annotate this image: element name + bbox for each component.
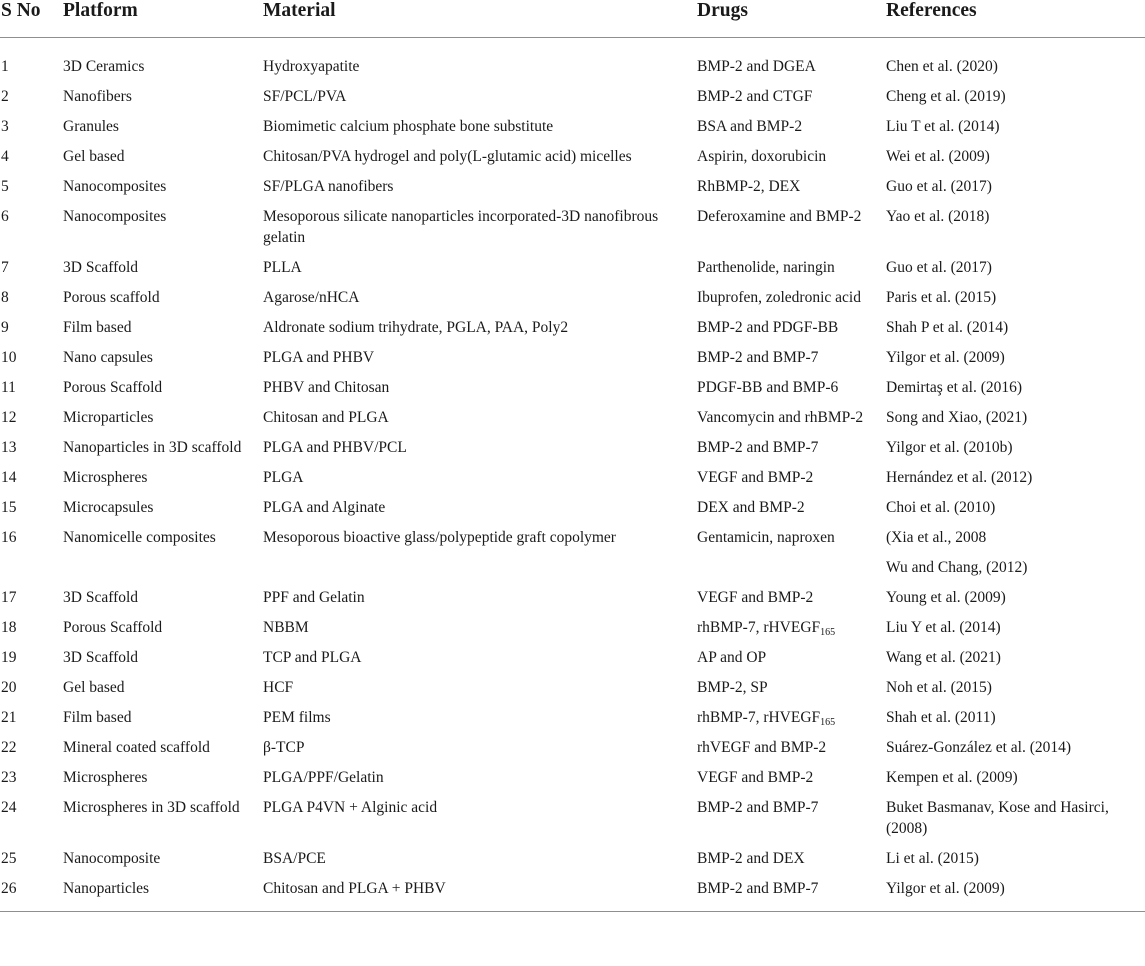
cell-platform: Nanoparticles in 3D scaffold — [63, 439, 242, 456]
cell-sno: 11 — [1, 379, 16, 396]
cell-material: Mesoporous silicate nanoparticles incorporated-3D nanofibrous gelatin — [263, 208, 659, 246]
cell-sno: 8 — [1, 289, 9, 306]
table-row — [0, 844, 1145, 874]
table-row — [0, 703, 1145, 733]
cell-material: PPF and Gelatin — [263, 589, 365, 606]
cell-platform: Microspheres in 3D scaffold — [63, 799, 240, 816]
table-row — [0, 172, 1145, 202]
table-row — [0, 253, 1145, 283]
cell-references: Cheng et al. (2019) — [886, 88, 1006, 105]
cell-references: Liu T et al. (2014) — [886, 118, 1000, 135]
table-row — [0, 643, 1145, 673]
cell-references: Shah et al. (2011) — [886, 709, 996, 726]
drug-name: rhBMP-7, rHVEGF — [697, 619, 821, 636]
header-material: Material — [263, 0, 336, 21]
table-row — [0, 433, 1145, 463]
cell-drugs: BMP-2 and BMP-7 — [697, 880, 819, 897]
cell-drugs: BMP-2 and BMP-7 — [697, 349, 819, 366]
table-row — [0, 202, 1145, 253]
table-bottom-rule — [0, 911, 1145, 912]
cell-sno: 6 — [1, 208, 9, 225]
cell-platform: Nanocomposites — [63, 178, 167, 195]
table-row — [0, 763, 1145, 793]
cell-material: Biomimetic calcium phosphate bone substitute — [263, 118, 554, 135]
cell-sno: 2 — [1, 88, 9, 105]
cell-platform: Porous Scaffold — [63, 619, 163, 636]
cell-sno: 25 — [1, 850, 17, 867]
cell-platform: Nanocomposites — [63, 208, 167, 225]
cell-drugs: VEGF and BMP-2 — [697, 589, 814, 606]
cell-sno: 15 — [1, 499, 17, 516]
cell-sno: 9 — [1, 319, 9, 336]
cell-platform: 3D Scaffold — [63, 589, 139, 606]
header-platform: Platform — [63, 0, 138, 21]
cell-drugs: AP and OP — [697, 649, 767, 666]
cell-drugs: VEGF and BMP-2 — [697, 769, 814, 786]
table-row — [0, 403, 1145, 433]
cell-sno: 16 — [1, 529, 17, 546]
cell-material: PLLA — [263, 259, 302, 276]
table-row — [0, 463, 1145, 493]
cell-references: Liu Y et al. (2014) — [886, 619, 1001, 636]
cell-references: Noh et al. (2015) — [886, 679, 992, 696]
cell-platform: Mineral coated scaffold — [63, 739, 210, 756]
cell-drugs: BMP-2 and PDGF-BB — [697, 319, 839, 336]
table-row — [0, 82, 1145, 112]
cell-drugs: BMP-2 and CTGF — [697, 88, 813, 105]
cell-platform: Microspheres — [63, 469, 148, 486]
table-row — [0, 613, 1145, 643]
cell-sno: 19 — [1, 649, 17, 666]
cell-platform: Microparticles — [63, 409, 154, 426]
cell-drugs: PDGF-BB and BMP-6 — [697, 379, 839, 396]
cell-material: SF/PCL/PVA — [263, 88, 347, 105]
cell-drugs: Deferoxamine and BMP-2 — [697, 208, 862, 225]
cell-sno: 7 — [1, 259, 9, 276]
cell-platform: 3D Scaffold — [63, 649, 139, 666]
cell-sno: 23 — [1, 769, 17, 786]
cell-material: NBBM — [263, 619, 309, 636]
cell-material: Chitosan/PVA hydrogel and poly(L-glutamic acid) micelles — [263, 148, 632, 165]
cell-platform: Nano capsules — [63, 349, 153, 366]
cell-sno: 26 — [1, 880, 17, 897]
cell-platform: Porous scaffold — [63, 289, 160, 306]
cell-references: Kempen et al. (2009) — [886, 769, 1018, 786]
cell-drugs: BMP-2 and DGEA — [697, 58, 816, 75]
cell-platform: Gel based — [63, 148, 125, 165]
table-row — [0, 52, 1145, 82]
cell-material: PLGA — [263, 469, 304, 486]
drug-subscript: 165 — [820, 717, 836, 728]
cell-sno: 17 — [1, 589, 17, 606]
cell-material: HCF — [263, 679, 294, 696]
cell-material: BSA/PCE — [263, 850, 326, 867]
cell-sno: 14 — [1, 469, 17, 486]
table-row — [0, 313, 1145, 343]
cell-drugs: BMP-2 and BMP-7 — [697, 799, 819, 816]
cell-references: Guo et al. (2017) — [886, 259, 992, 276]
cell-platform: 3D Ceramics — [63, 58, 145, 75]
table-row — [0, 673, 1145, 703]
cell-references: Guo et al. (2017) — [886, 178, 992, 195]
cell-platform: Film based — [63, 319, 132, 336]
table-row — [0, 733, 1145, 763]
table-row — [0, 793, 1145, 844]
cell-sno: 1 — [1, 58, 9, 75]
cell-references: Yao et al. (2018) — [886, 208, 990, 225]
cell-sno: 12 — [1, 409, 17, 426]
cell-sno: 10 — [1, 349, 17, 366]
cell-drugs: Aspirin, doxorubicin — [697, 148, 827, 165]
table-row — [0, 373, 1145, 403]
cell-platform: Microcapsules — [63, 499, 154, 516]
table-body — [0, 38, 1145, 904]
cell-material: PLGA and PHBV — [263, 349, 375, 366]
cell-references: Yilgor et al. (2010b) — [886, 439, 1013, 456]
cell-drugs: rhVEGF and BMP-2 — [697, 739, 827, 756]
table-row — [0, 874, 1145, 904]
reference-line: Wu and Chang, (2012) — [886, 559, 1028, 576]
header-drugs: Drugs — [697, 0, 748, 21]
cell-references: Buket Basmanav, Kose and Hasirci, (2008) — [886, 799, 1109, 837]
cell-platform: Nanomicelle composites — [63, 529, 216, 546]
cell-sno: 5 — [1, 178, 9, 195]
cell-drugs: BSA and BMP-2 — [697, 118, 803, 135]
cell-drugs: RhBMP-2, DEX — [697, 178, 801, 195]
cell-material: PLGA and PHBV/PCL — [263, 439, 407, 456]
cell-references: Chen et al. (2020) — [886, 58, 998, 75]
drug-name: rhBMP-7, rHVEGF — [697, 709, 821, 726]
cell-material: Mesoporous bioactive glass/polypeptide graft copolymer — [263, 529, 616, 546]
cell-references: Demirtaş et al. (2016) — [886, 379, 1023, 396]
cell-material: TCP and PLGA — [263, 649, 362, 666]
cell-material: PEM films — [263, 709, 331, 726]
cell-references: Song and Xiao, (2021) — [886, 409, 1028, 426]
cell-sno: 24 — [1, 799, 17, 816]
cell-drugs: BMP-2 and BMP-7 — [697, 439, 819, 456]
cell-references: Li et al. (2015) — [886, 850, 979, 867]
cell-platform: Gel based — [63, 679, 125, 696]
cell-sno: 22 — [1, 739, 17, 756]
cell-references: Hernández et al. (2012) — [886, 469, 1033, 486]
table-row — [0, 523, 1145, 583]
cell-sno: 21 — [1, 709, 17, 726]
cell-sno: 3 — [1, 118, 9, 135]
cell-material: PLGA/PPF/Gelatin — [263, 769, 384, 786]
cell-references: Yilgor et al. (2009) — [886, 349, 1005, 366]
cell-drugs: Ibuprofen, zoledronic acid — [697, 289, 861, 306]
cell-drugs: Vancomycin and rhBMP-2 — [697, 409, 864, 426]
cell-references: Wang et al. (2021) — [886, 649, 1001, 666]
cell-references: Suárez-González et al. (2014) — [886, 739, 1072, 756]
cell-sno: 18 — [1, 619, 17, 636]
cell-material: Chitosan and PLGA — [263, 409, 389, 426]
cell-references: Young et al. (2009) — [886, 589, 1006, 606]
cell-platform: Porous Scaffold — [63, 379, 163, 396]
cell-drugs — [697, 707, 886, 728]
header-sno: S No — [1, 0, 41, 21]
cell-drugs: BMP-2 and DEX — [697, 850, 805, 867]
cell-references: Choi et al. (2010) — [886, 499, 996, 516]
cell-material: Agarose/nHCA — [263, 289, 360, 306]
cell-drugs: BMP-2, SP — [697, 679, 768, 696]
cell-platform: Film based — [63, 709, 132, 726]
cell-platform: Nanoparticles — [63, 880, 150, 897]
cell-material: β-TCP — [263, 739, 305, 756]
table-row — [0, 112, 1145, 142]
reference-line: (Xia et al., 2008 — [886, 529, 987, 546]
cell-material: Hydroxyapatite — [263, 58, 360, 75]
cell-references: Wei et al. (2009) — [886, 148, 990, 165]
cell-material: PLGA P4VN + Alginic acid — [263, 799, 438, 816]
table-row — [0, 343, 1145, 373]
table-header — [0, 0, 1145, 38]
cell-drugs: DEX and BMP-2 — [697, 499, 805, 516]
cell-platform: 3D Scaffold — [63, 259, 139, 276]
cell-drugs — [697, 617, 886, 638]
cell-platform: Nanocomposite — [63, 850, 161, 867]
cell-material: SF/PLGA nanofibers — [263, 178, 394, 195]
cell-references: Paris et al. (2015) — [886, 289, 997, 306]
cell-material: PLGA and Alginate — [263, 499, 386, 516]
cell-sno: 20 — [1, 679, 17, 696]
cell-material: PHBV and Chitosan — [263, 379, 390, 396]
header-references: References — [886, 0, 977, 21]
cell-references: Yilgor et al. (2009) — [886, 880, 1005, 897]
cell-material: Aldronate sodium trihydrate, PGLA, PAA, Poly2 — [263, 319, 569, 336]
cell-platform: Nanofibers — [63, 88, 132, 105]
table-row — [0, 142, 1145, 172]
cell-platform: Microspheres — [63, 769, 148, 786]
table-row — [0, 493, 1145, 523]
cell-references — [886, 527, 1145, 578]
cell-drugs: VEGF and BMP-2 — [697, 469, 814, 486]
cell-sno: 13 — [1, 439, 17, 456]
cell-drugs: Parthenolide, naringin — [697, 259, 835, 276]
cell-sno: 4 — [1, 148, 9, 165]
cell-platform: Granules — [63, 118, 119, 135]
cell-drugs: Gentamicin, naproxen — [697, 529, 835, 546]
cell-references: Shah P et al. (2014) — [886, 319, 1009, 336]
drug-subscript: 165 — [820, 627, 836, 638]
table-row — [0, 583, 1145, 613]
table-row — [0, 283, 1145, 313]
cell-material: Chitosan and PLGA + PHBV — [263, 880, 446, 897]
